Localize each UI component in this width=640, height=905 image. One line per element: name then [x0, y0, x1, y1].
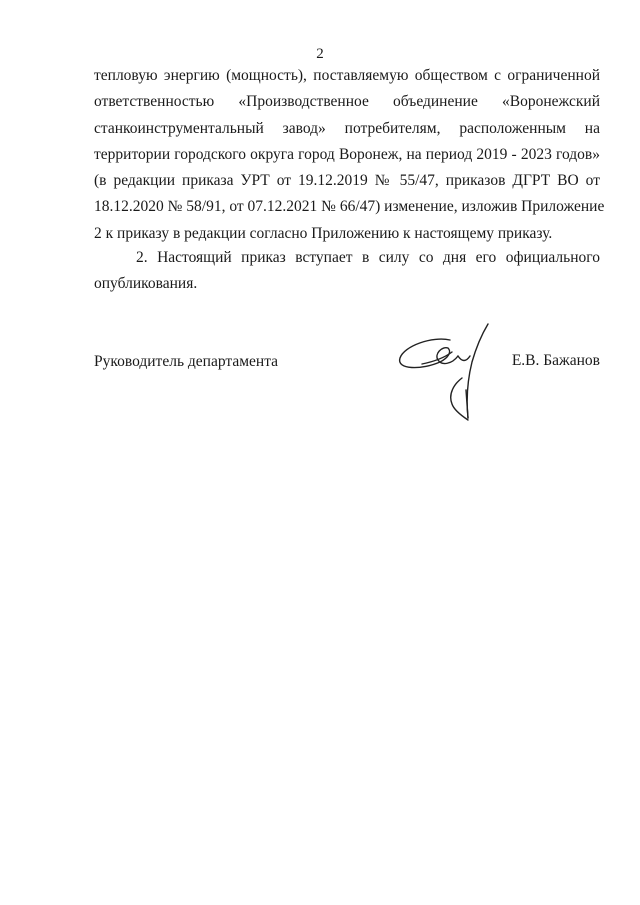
- text-line: 2 к приказу в редакции согласно Приложению к настоящему приказу.: [94, 224, 553, 242]
- text-line: (в редакции приказа УРТ от 19.12.2019 № 55/47, приказов ДГРТ ВО от: [94, 172, 600, 190]
- paragraph-body: [94, 63, 605, 247]
- text-line: тепловую энергию (мощность), поставляемую обществом с ограниченной: [94, 67, 600, 84]
- handwritten-signature: [392, 318, 502, 428]
- text-line: станкоинструментальный завод» потребителям, расположенным на: [94, 119, 600, 137]
- text-line: 18.12.2020 № 58/91, от 07.12.2021 № 66/47) изменение, изложив Приложение: [94, 198, 605, 216]
- text-line: опубликования.: [94, 275, 198, 293]
- text-line: 2. Настоящий приказ вступает в силу со дня его официального: [136, 249, 600, 266]
- signer-title: Руководитель департамента: [94, 353, 279, 370]
- signer-name: Е.В. Бажанов: [511, 352, 600, 369]
- paragraph-effective-date: [94, 245, 600, 298]
- page-number: 2: [316, 46, 324, 62]
- text-line: ответственностью «Производственное объединение «Воронежский: [94, 93, 600, 111]
- text-line: территории городского округа город Воронеж, на период 2019 - 2023 годов»: [94, 145, 600, 163]
